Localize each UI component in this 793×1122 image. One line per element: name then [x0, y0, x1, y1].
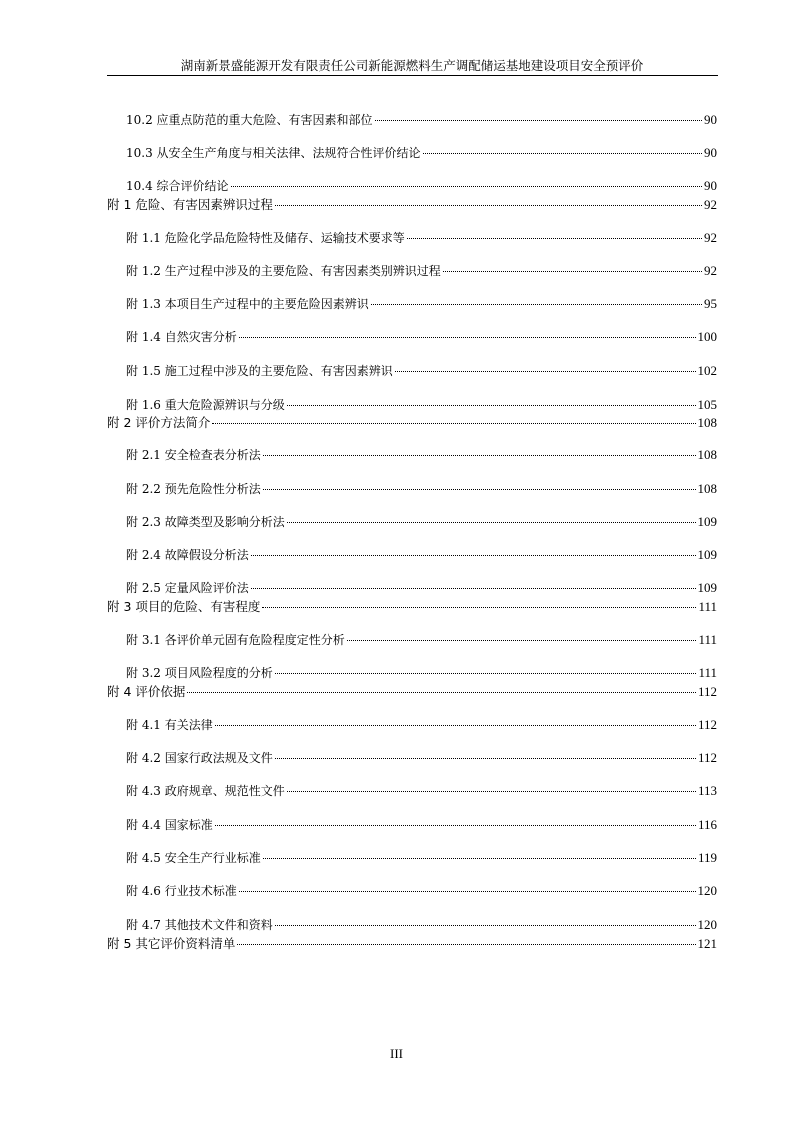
toc-entry-page: 102	[697, 363, 717, 378]
toc-entry-text: 附 3.1 各评价单元固有危险程度定性分析	[126, 633, 345, 647]
toc-leader-dots	[263, 489, 696, 490]
running-header: 湖南新景盛能源开发有限责任公司新能源燃料生产调配储运基地建设项目安全预评价	[180, 58, 644, 73]
toc-entry-page: 90	[704, 145, 717, 160]
toc-entry-text: 10.3 从安全生产角度与相关法律、法规符合性评价结论	[126, 146, 421, 160]
toc-entry[interactable]	[126, 480, 717, 497]
toc-entry-text: 附 2.2 预先危险性分析法	[126, 482, 261, 496]
toc-leader-dots	[375, 120, 702, 121]
toc-leader-dots	[262, 607, 696, 608]
toc-entry[interactable]	[126, 631, 717, 648]
toc-leader-dots	[275, 925, 696, 926]
toc-entry-text: 附 2 评价方法简介	[107, 415, 211, 430]
toc-entry-text: 10.4 综合评价结论	[126, 179, 229, 193]
toc-entry[interactable]	[126, 328, 717, 345]
toc-entry-text: 附 1 危险、有害因素辨识过程	[107, 197, 273, 212]
toc-entry[interactable]	[126, 177, 717, 194]
toc-entry-text: 附 4.3 政府规章、规范性文件	[126, 784, 285, 798]
toc-entry-page: 111	[698, 665, 717, 680]
toc-entry-page: 111	[698, 599, 717, 614]
toc-entry-text: 附 2.3 故障类型及影响分析法	[126, 515, 285, 529]
toc-entry-page: 113	[697, 783, 717, 798]
toc-entry-page: 120	[697, 883, 717, 898]
toc-entry-text: 附 1.6 重大危险源辨识与分级	[126, 398, 285, 412]
toc-leader-dots	[287, 405, 696, 406]
toc-leader-dots	[215, 725, 696, 726]
toc-leader-dots	[395, 371, 696, 372]
toc-leader-dots	[187, 692, 696, 693]
toc-entry[interactable]	[126, 229, 717, 246]
toc-entry[interactable]	[126, 396, 717, 413]
toc-entry-text: 附 4.1 有关法律	[126, 718, 213, 732]
toc-entry[interactable]	[126, 362, 717, 379]
toc-leader-dots	[287, 522, 696, 523]
toc-entry-page: 92	[704, 230, 717, 245]
toc-entry-text: 附 1.1 危险化学品危险特性及储存、运输技术要求等	[126, 231, 405, 245]
toc-entry[interactable]	[126, 295, 717, 312]
toc-leader-dots	[251, 588, 696, 589]
toc-entry-page: 109	[697, 514, 717, 529]
toc-entry-text: 附 1.5 施工过程中涉及的主要危险、有害因素辨识	[126, 364, 393, 378]
toc-entry-page: 108	[697, 481, 717, 496]
toc-entry-text: 附 2.5 定量风险评价法	[126, 581, 249, 595]
toc-entry-page: 90	[704, 112, 717, 127]
toc-entry[interactable]	[126, 446, 717, 463]
toc-entry-page: 108	[697, 415, 717, 430]
toc-leader-dots	[239, 337, 696, 338]
toc-entry-text: 附 4.2 国家行政法规及文件	[126, 751, 273, 765]
toc-entry[interactable]	[107, 682, 717, 700]
toc-entry-text: 附 3 项目的危险、有害程度	[107, 599, 261, 614]
toc-leader-dots	[263, 455, 696, 456]
toc-leader-dots	[371, 304, 702, 305]
toc-leader-dots	[287, 791, 696, 792]
toc-entry[interactable]	[107, 597, 717, 615]
toc-entry-page: 92	[704, 197, 717, 212]
toc-entry-text: 附 4.7 其他技术文件和资料	[126, 918, 273, 932]
toc-entry[interactable]	[126, 816, 717, 833]
page-number: III	[390, 1046, 403, 1061]
toc-leader-dots	[423, 153, 702, 154]
toc-entry-page: 108	[697, 447, 717, 462]
toc-entry[interactable]	[126, 144, 717, 161]
toc-entry-text: 附 1.3 本项目生产过程中的主要危险因素辨识	[126, 297, 369, 311]
toc-entry-text: 10.2 应重点防范的重大危险、有害因素和部位	[126, 113, 373, 127]
toc-entry-page: 121	[697, 936, 717, 951]
toc-entry-text: 附 4 评价依据	[107, 684, 186, 699]
toc-entry-text: 附 2.1 安全检查表分析法	[126, 448, 261, 462]
toc-entry[interactable]	[126, 882, 717, 899]
toc-entry-page: 100	[697, 329, 717, 344]
toc-entry[interactable]	[126, 916, 717, 933]
toc-leader-dots	[237, 944, 695, 945]
toc-entry-text: 附 5 其它评价资料清单	[107, 936, 236, 951]
toc-entry-page: 112	[697, 717, 717, 732]
toc-leader-dots	[212, 423, 695, 424]
toc-entry-page: 105	[697, 397, 717, 412]
toc-entry[interactable]	[126, 749, 717, 766]
toc-leader-dots	[407, 238, 702, 239]
toc-entry-page: 111	[698, 632, 717, 647]
toc-entry-page: 112	[697, 750, 717, 765]
toc-leader-dots	[443, 271, 702, 272]
toc-leader-dots	[275, 205, 702, 206]
toc-entry[interactable]	[126, 664, 717, 681]
toc-leader-dots	[347, 640, 697, 641]
toc-entry-page: 112	[697, 684, 717, 699]
toc-entry-page: 120	[697, 917, 717, 932]
toc-entry-text: 附 3.2 项目风险程度的分析	[126, 666, 273, 680]
toc-entry[interactable]	[126, 513, 717, 530]
toc-entry-page: 109	[697, 580, 717, 595]
toc-entry-page: 116	[697, 817, 717, 832]
toc-entry[interactable]	[126, 782, 717, 799]
toc-entry[interactable]	[107, 934, 717, 952]
toc-entry-page: 90	[704, 178, 717, 193]
toc-entry[interactable]	[126, 111, 717, 128]
toc-entry[interactable]	[126, 579, 717, 596]
toc-entry-text: 附 4.5 安全生产行业标准	[126, 851, 261, 865]
toc-leader-dots	[275, 673, 697, 674]
toc-entry[interactable]	[126, 546, 717, 563]
toc-entry-text: 附 1.2 生产过程中涉及的主要危险、有害因素类别辨识过程	[126, 264, 441, 278]
toc-entry[interactable]	[126, 716, 717, 733]
toc-leader-dots	[275, 758, 696, 759]
toc-entry-text: 附 4.6 行业技术标准	[126, 884, 237, 898]
toc-entry-page: 119	[697, 850, 717, 865]
toc-entry[interactable]	[126, 262, 717, 279]
toc-entry-page: 95	[704, 296, 717, 311]
toc-entry-page: 92	[704, 263, 717, 278]
toc-entry[interactable]	[107, 195, 717, 213]
toc-leader-dots	[215, 825, 696, 826]
toc-entry-page: 109	[697, 547, 717, 562]
toc-entry-text: 附 4.4 国家标准	[126, 818, 213, 832]
toc-leader-dots	[231, 186, 702, 187]
header-rule	[107, 75, 718, 76]
toc-entry[interactable]	[126, 849, 717, 866]
toc-entry-text: 附 2.4 故障假设分析法	[126, 548, 249, 562]
toc-entry[interactable]	[107, 413, 717, 431]
toc-entry-text: 附 1.4 自然灾害分析	[126, 330, 237, 344]
toc-leader-dots	[239, 891, 696, 892]
toc-leader-dots	[263, 858, 696, 859]
toc-leader-dots	[251, 555, 696, 556]
